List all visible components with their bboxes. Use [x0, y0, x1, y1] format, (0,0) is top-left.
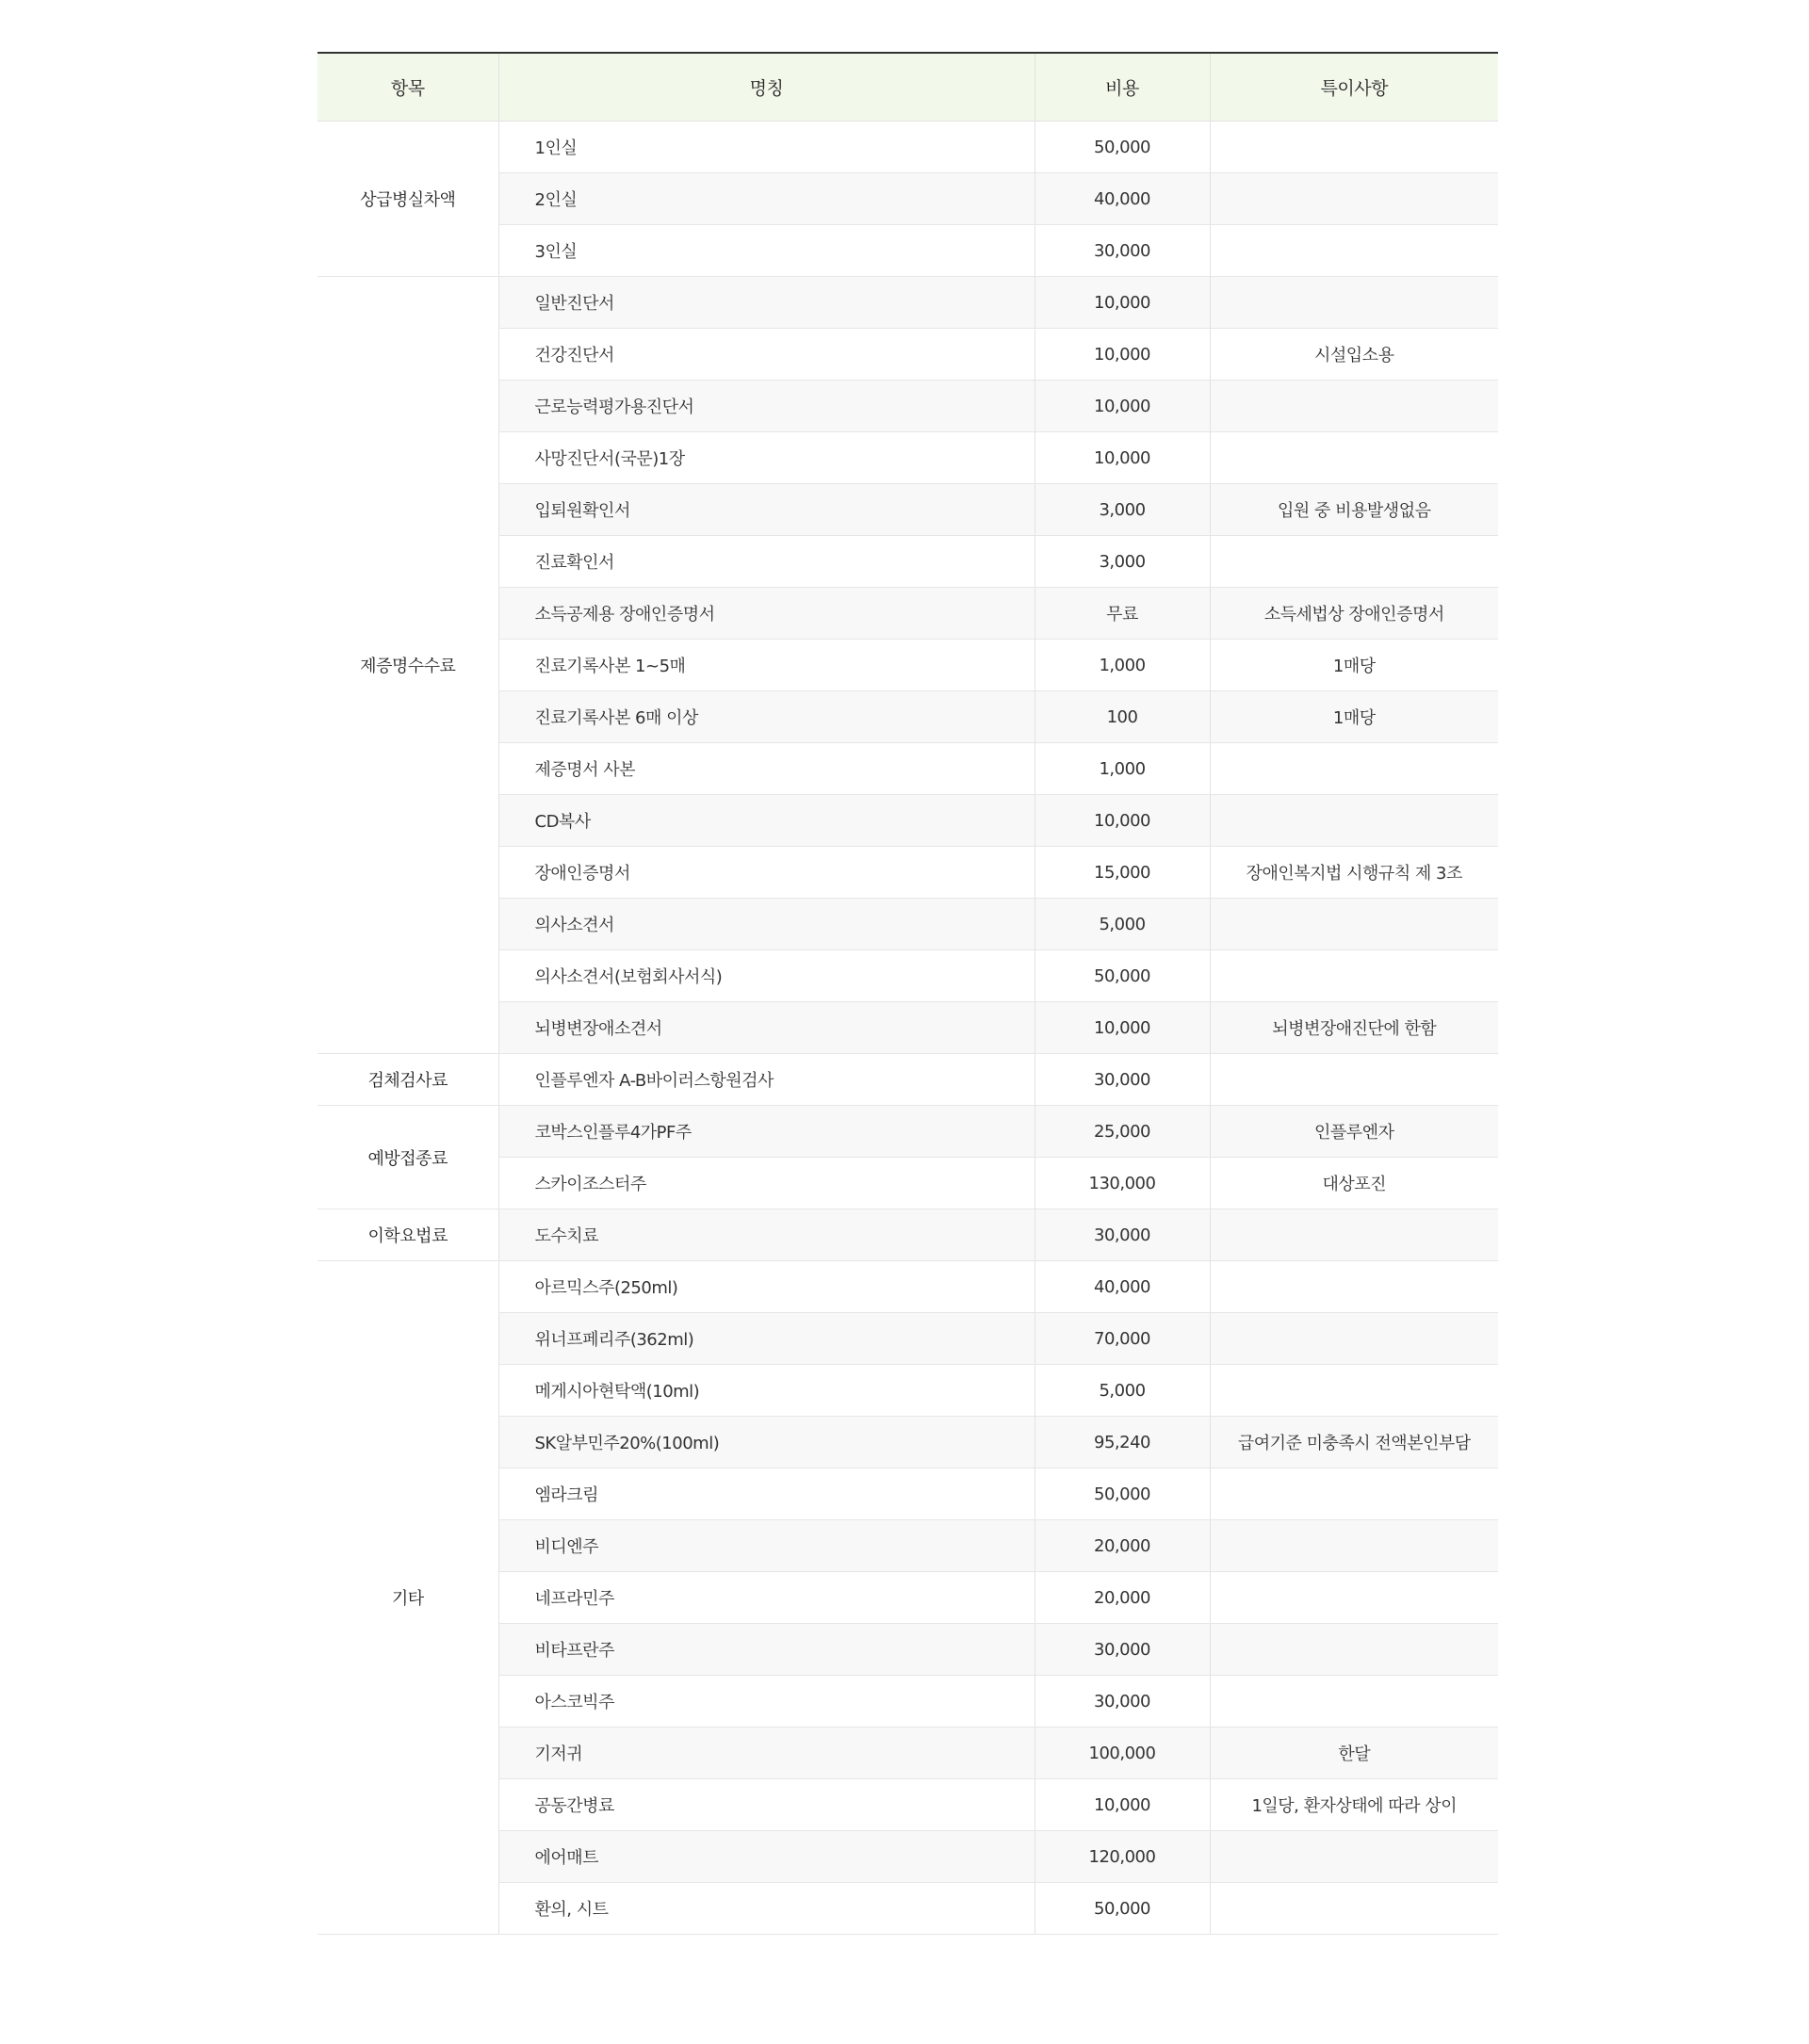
item-name-cell: 아스코빅주 [498, 1676, 1035, 1728]
item-note-cell [1210, 743, 1498, 795]
item-name-cell: 인플루엔자 A-B바이러스항원검사 [498, 1054, 1035, 1106]
item-name-cell: 사망진단서(국문)1장 [498, 432, 1035, 484]
category-cell: 검체검사료 [318, 1054, 498, 1106]
item-name-cell: CD복사 [498, 795, 1035, 847]
item-cost-cell: 10,000 [1035, 277, 1210, 329]
item-cost-cell: 10,000 [1035, 381, 1210, 432]
item-note-cell: 1일당, 환자상태에 따라 상이 [1210, 1779, 1498, 1831]
item-note-cell [1210, 1054, 1498, 1106]
item-note-cell [1210, 1883, 1498, 1935]
item-cost-cell: 130,000 [1035, 1158, 1210, 1209]
item-name-cell: 에어매트 [498, 1831, 1035, 1883]
item-note-cell [1210, 1831, 1498, 1883]
header-category: 항목 [318, 53, 498, 122]
category-cell: 기타 [318, 1261, 498, 1935]
item-note-cell [1210, 1209, 1498, 1261]
item-name-cell: 위너프페리주(362ml) [498, 1313, 1035, 1365]
item-cost-cell: 무료 [1035, 588, 1210, 640]
item-note-cell: 한달 [1210, 1728, 1498, 1779]
item-note-cell: 장애인복지법 시행규칙 제 3조 [1210, 847, 1498, 899]
item-note-cell [1210, 1365, 1498, 1417]
table-row [318, 277, 1498, 329]
item-cost-cell: 30,000 [1035, 225, 1210, 277]
table-row [318, 1261, 1498, 1313]
item-note-cell: 시설입소용 [1210, 329, 1498, 381]
item-note-cell [1210, 1520, 1498, 1572]
item-name-cell: 진료기록사본 1~5매 [498, 640, 1035, 691]
item-note-cell: 인플루엔자 [1210, 1106, 1498, 1158]
item-cost-cell: 10,000 [1035, 432, 1210, 484]
item-cost-cell: 10,000 [1035, 329, 1210, 381]
item-note-cell [1210, 536, 1498, 588]
item-cost-cell: 25,000 [1035, 1106, 1210, 1158]
item-name-cell: 코박스인플루4가PF주 [498, 1106, 1035, 1158]
item-name-cell: 2인실 [498, 173, 1035, 225]
header-row [318, 53, 1498, 122]
table-row [318, 1054, 1498, 1106]
item-name-cell: 진료기록사본 6매 이상 [498, 691, 1035, 743]
item-cost-cell: 50,000 [1035, 950, 1210, 1002]
item-note-cell: 대상포진 [1210, 1158, 1498, 1209]
item-name-cell: 1인실 [498, 122, 1035, 173]
item-cost-cell: 30,000 [1035, 1054, 1210, 1106]
item-cost-cell: 100 [1035, 691, 1210, 743]
item-cost-cell: 50,000 [1035, 122, 1210, 173]
item-cost-cell: 1,000 [1035, 743, 1210, 795]
item-note-cell: 입원 중 비용발생없음 [1210, 484, 1498, 536]
item-cost-cell: 40,000 [1035, 1261, 1210, 1313]
item-cost-cell: 10,000 [1035, 1779, 1210, 1831]
item-name-cell: 일반진단서 [498, 277, 1035, 329]
item-note-cell [1210, 899, 1498, 950]
item-name-cell: 기저귀 [498, 1728, 1035, 1779]
table-row [318, 1106, 1498, 1158]
item-cost-cell: 30,000 [1035, 1209, 1210, 1261]
item-name-cell: 소득공제용 장애인증명서 [498, 588, 1035, 640]
item-cost-cell: 50,000 [1035, 1883, 1210, 1935]
item-cost-cell: 100,000 [1035, 1728, 1210, 1779]
item-note-cell [1210, 795, 1498, 847]
item-note-cell: 급여기준 미충족시 전액본인부담 [1210, 1417, 1498, 1468]
item-cost-cell: 1,000 [1035, 640, 1210, 691]
item-cost-cell: 3,000 [1035, 484, 1210, 536]
header-note: 특이사항 [1210, 53, 1498, 122]
item-name-cell: 아르믹스주(250ml) [498, 1261, 1035, 1313]
item-name-cell: 장애인증명서 [498, 847, 1035, 899]
item-note-cell [1210, 225, 1498, 277]
item-name-cell: 환의, 시트 [498, 1883, 1035, 1935]
category-cell: 예방접종료 [318, 1106, 498, 1209]
item-note-cell: 소득세법상 장애인증명서 [1210, 588, 1498, 640]
item-name-cell: 공동간병료 [498, 1779, 1035, 1831]
item-cost-cell: 40,000 [1035, 173, 1210, 225]
item-cost-cell: 70,000 [1035, 1313, 1210, 1365]
item-note-cell [1210, 950, 1498, 1002]
item-name-cell: 3인실 [498, 225, 1035, 277]
item-name-cell: 뇌병변장애소견서 [498, 1002, 1035, 1054]
item-cost-cell: 30,000 [1035, 1676, 1210, 1728]
item-cost-cell: 10,000 [1035, 795, 1210, 847]
item-note-cell [1210, 1468, 1498, 1520]
item-note-cell [1210, 1261, 1498, 1313]
table-row [318, 1209, 1498, 1261]
item-note-cell [1210, 277, 1498, 329]
header-name: 명칭 [498, 53, 1035, 122]
item-cost-cell: 50,000 [1035, 1468, 1210, 1520]
item-name-cell: 비디엔주 [498, 1520, 1035, 1572]
item-note-cell [1210, 1676, 1498, 1728]
item-note-cell [1210, 1313, 1498, 1365]
item-note-cell: 뇌병변장애진단에 한함 [1210, 1002, 1498, 1054]
category-cell: 이학요법료 [318, 1209, 498, 1261]
item-cost-cell: 5,000 [1035, 899, 1210, 950]
table-row [318, 122, 1498, 173]
item-name-cell: 도수치료 [498, 1209, 1035, 1261]
item-note-cell [1210, 1572, 1498, 1624]
item-cost-cell: 20,000 [1035, 1520, 1210, 1572]
item-name-cell: 스카이조스터주 [498, 1158, 1035, 1209]
item-note-cell [1210, 173, 1498, 225]
category-cell: 상급병실차액 [318, 122, 498, 277]
item-note-cell: 1매당 [1210, 640, 1498, 691]
item-name-cell: 건강진단서 [498, 329, 1035, 381]
item-cost-cell: 120,000 [1035, 1831, 1210, 1883]
header-cost: 비용 [1035, 53, 1210, 122]
item-name-cell: 메게시아현탁액(10ml) [498, 1365, 1035, 1417]
item-cost-cell: 10,000 [1035, 1002, 1210, 1054]
item-name-cell: 진료확인서 [498, 536, 1035, 588]
table-header [318, 53, 1498, 122]
category-cell: 제증명수수료 [318, 277, 498, 1054]
item-cost-cell: 3,000 [1035, 536, 1210, 588]
item-name-cell: 근로능력평가용진단서 [498, 381, 1035, 432]
item-name-cell: 비타프란주 [498, 1624, 1035, 1676]
item-cost-cell: 95,240 [1035, 1417, 1210, 1468]
item-note-cell [1210, 381, 1498, 432]
item-note-cell [1210, 122, 1498, 173]
item-name-cell: 의사소견서 [498, 899, 1035, 950]
item-name-cell: 제증명서 사본 [498, 743, 1035, 795]
item-note-cell: 1매당 [1210, 691, 1498, 743]
item-note-cell [1210, 432, 1498, 484]
item-cost-cell: 5,000 [1035, 1365, 1210, 1417]
item-name-cell: 네프라민주 [498, 1572, 1035, 1624]
item-note-cell [1210, 1624, 1498, 1676]
fee-table [318, 52, 1498, 1935]
item-name-cell: 엠라크림 [498, 1468, 1035, 1520]
item-cost-cell: 20,000 [1035, 1572, 1210, 1624]
item-name-cell: 입퇴원확인서 [498, 484, 1035, 536]
table-body [318, 122, 1498, 1935]
item-name-cell: 의사소견서(보험회사서식) [498, 950, 1035, 1002]
item-cost-cell: 15,000 [1035, 847, 1210, 899]
item-name-cell: SK알부민주20%(100ml) [498, 1417, 1035, 1468]
item-cost-cell: 30,000 [1035, 1624, 1210, 1676]
